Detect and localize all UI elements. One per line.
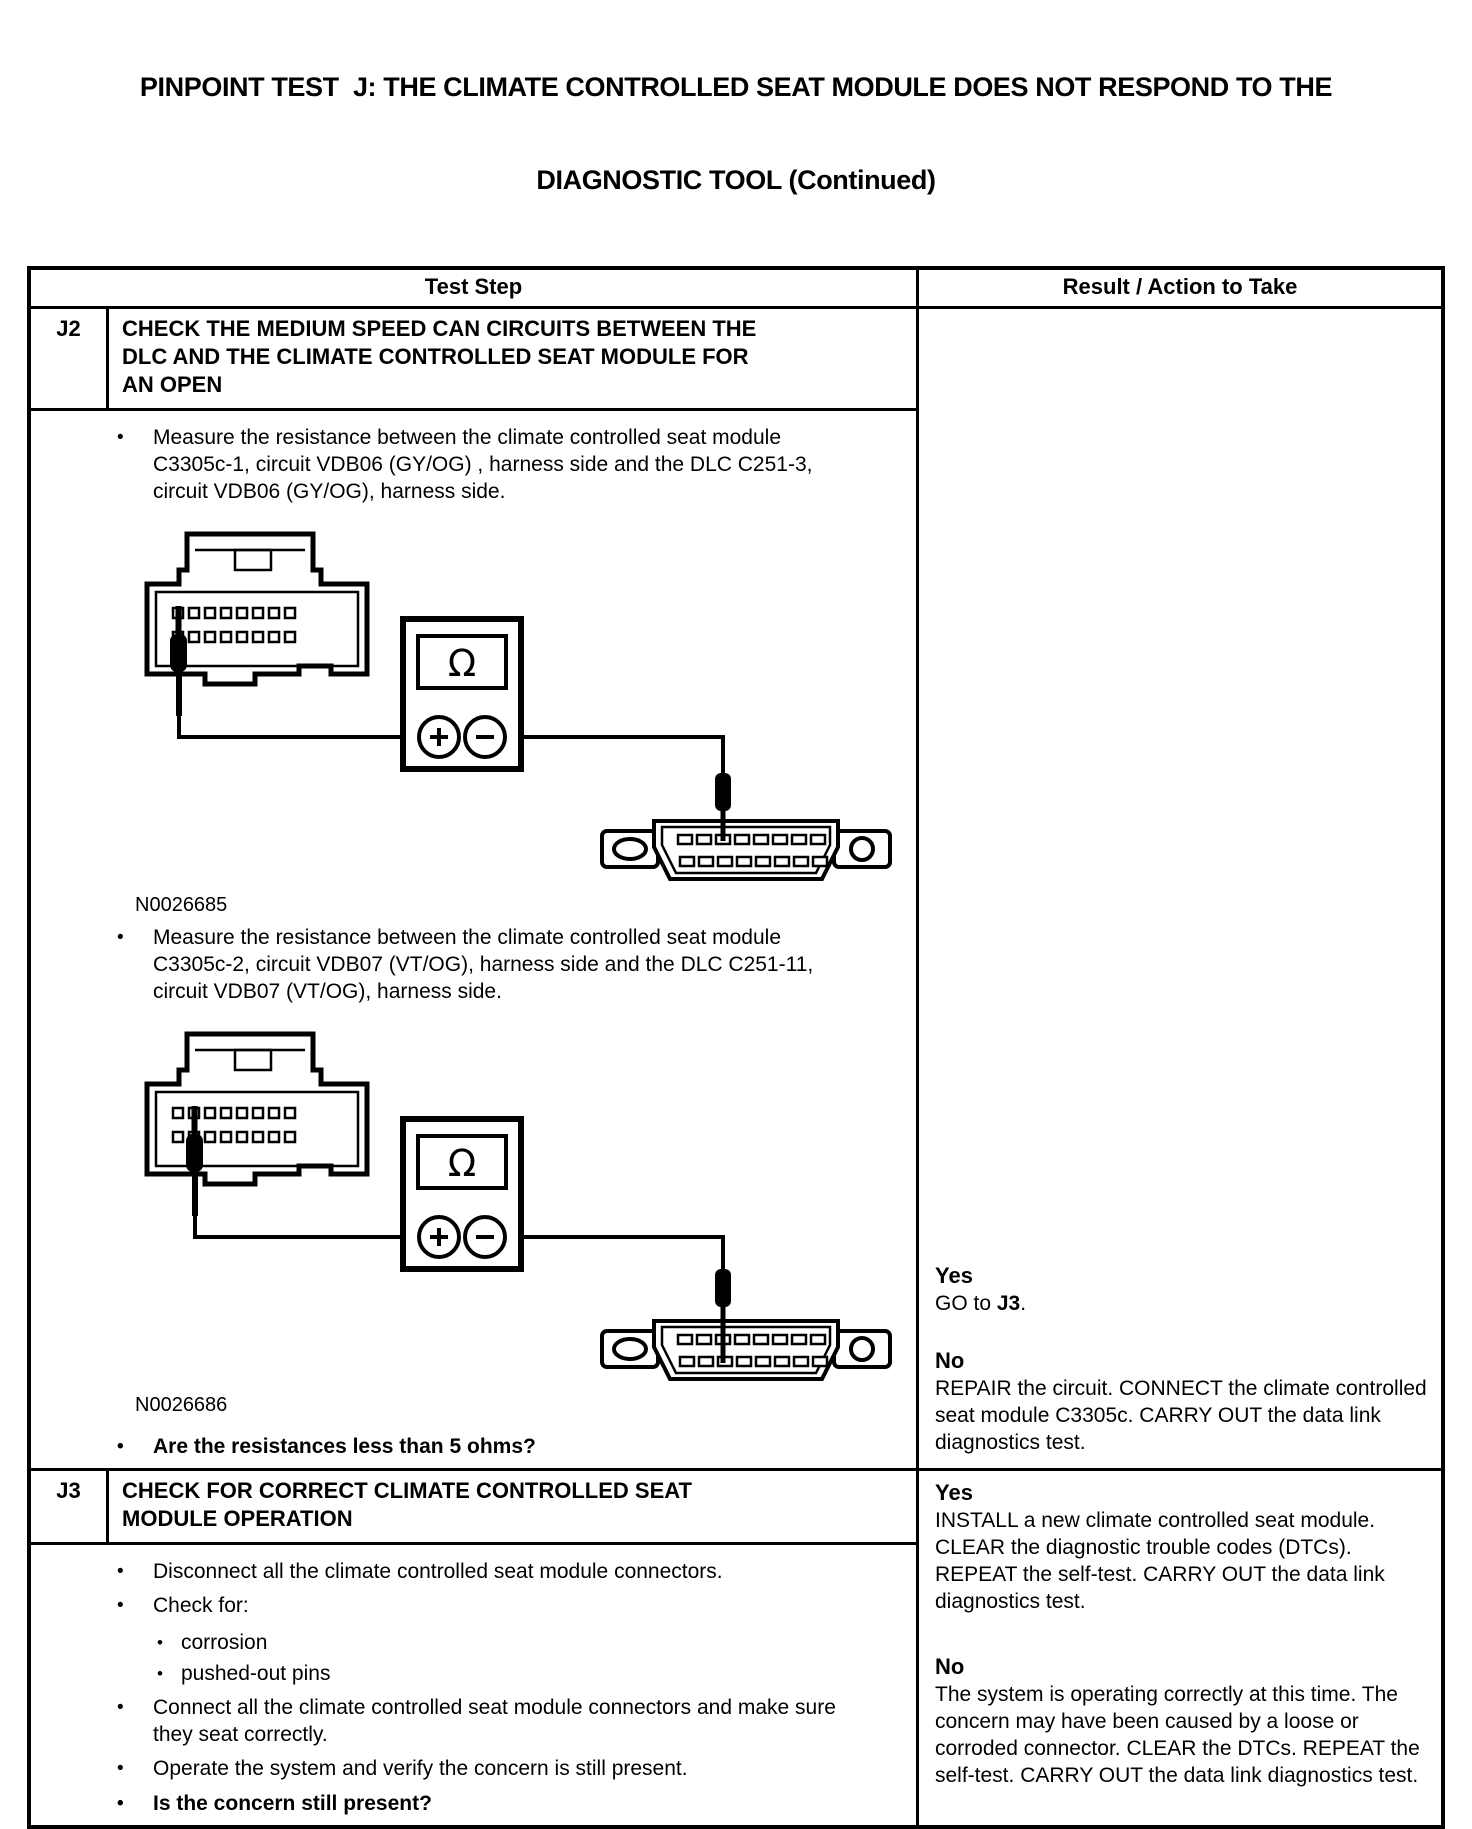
bullet-icon: • bbox=[117, 1561, 124, 1582]
j3-yes-heading: Yes bbox=[935, 1480, 973, 1505]
j3-step-id: J3 bbox=[31, 1471, 109, 1542]
bullet-icon: • bbox=[157, 1633, 163, 1652]
j2-bullet-1: • Measure the resistance between the climate controlled seat module C3305c-1, circuit VDB06 (GY/OG) , harness side and the DLC C251-3, circuit VDB06 (GY/OG), harness side. bbox=[117, 426, 813, 503]
ohm-symbol: Ω bbox=[447, 642, 477, 685]
j3-result-cell bbox=[919, 1471, 1441, 1825]
j3-no-action: The system is operating correctly at this time. The concern may have been caused by a loose or corroded connector. CLEAR the DTCs. REPEAT the self-test. CARRY OUT the data link diagnostics test. bbox=[935, 1683, 1420, 1787]
j2-no-action: REPAIR the circuit. CONNECT the climate controlled seat module C3305c. CARRY OUT the data link diagnostics test. bbox=[935, 1377, 1427, 1454]
pinpoint-test-table bbox=[27, 266, 1445, 1829]
bullet-icon: • bbox=[117, 1436, 124, 1457]
j2-yes-heading: Yes bbox=[935, 1263, 973, 1288]
j2-step-header bbox=[31, 309, 916, 411]
j2-yes-action: GO to J3. bbox=[935, 1292, 1027, 1315]
table-header-row bbox=[31, 270, 1441, 309]
bullet-icon: • bbox=[117, 1697, 124, 1718]
j2-question-bullet: • Are the resistances less than 5 ohms? bbox=[117, 1435, 536, 1458]
column-header-result-action: Result / Action to Take bbox=[1062, 274, 1298, 299]
figure-2-label: N0026686 bbox=[135, 1394, 228, 1416]
bullet-icon: • bbox=[157, 1664, 163, 1683]
dlc-connector-drawing bbox=[602, 1321, 890, 1379]
test-lead-wire-negative bbox=[505, 737, 723, 775]
j2-step-body bbox=[31, 411, 916, 1468]
bullet-icon: • bbox=[117, 927, 124, 948]
module-connector-drawing bbox=[147, 534, 367, 716]
j3-check-list bbox=[31, 1629, 916, 1687]
j2-step-title: CHECK THE MEDIUM SPEED CAN CIRCUITS BETWEEN THE DLC AND THE CLIMATE CONTROLLED SEAT MODULE FOR AN OPEN bbox=[122, 316, 757, 397]
j3-bullet-1: • Disconnect all the climate controlled seat module connectors. bbox=[117, 1560, 723, 1583]
ohmmeter-drawing bbox=[403, 619, 521, 769]
j2-step-id: J2 bbox=[31, 309, 109, 408]
dlc-connector-drawing bbox=[602, 821, 890, 879]
bullet-icon: • bbox=[117, 427, 124, 448]
step-row-j3 bbox=[31, 1468, 1441, 1825]
j3-step-title: CHECK FOR CORRECT CLIMATE CONTROLLED SEAT MODULE OPERATION bbox=[122, 1478, 692, 1531]
j3-question-bullet: • Is the concern still present? bbox=[117, 1792, 432, 1815]
page-title-line-1: PINPOINT TEST J: THE CLIMATE CONTROLLED SEAT MODULE DOES NOT RESPOND TO THE bbox=[139, 72, 1333, 102]
ohmmeter-drawing bbox=[403, 1119, 521, 1269]
j3-yes-action: INSTALL a new climate controlled seat module. CLEAR the diagnostic trouble codes (DTCs). REPEAT the self-test. CARRY OUT the data link diagnostics test. bbox=[935, 1509, 1385, 1613]
figure-resistance-test-1 bbox=[135, 519, 785, 884]
page-title bbox=[0, 0, 1472, 258]
j3-bullet-3: • Connect all the climate controlled seat module connectors and make sure they seat correctly. bbox=[117, 1696, 836, 1746]
figure-resistance-test-2 bbox=[135, 1019, 785, 1384]
j3-no-heading: No bbox=[935, 1654, 965, 1679]
j3-bullet-2: • Check for: bbox=[117, 1594, 249, 1617]
test-lead-wire-positive bbox=[195, 1215, 420, 1237]
j3-test-step-cell bbox=[31, 1471, 919, 1825]
column-header-test-step: Test Step bbox=[31, 270, 919, 306]
j2-no-heading: No bbox=[935, 1348, 965, 1373]
j3-sub-bullet-corrosion: • corrosion bbox=[157, 1631, 268, 1654]
test-lead-wire-positive bbox=[179, 715, 420, 737]
j3-bullet-4: • Operate the system and verify the concern is still present. bbox=[117, 1757, 688, 1780]
figure-1-label: N0026685 bbox=[135, 894, 228, 916]
j2-result-cell bbox=[919, 309, 1441, 1468]
j3-step-header bbox=[31, 1471, 916, 1545]
test-lead-wire-negative bbox=[505, 1237, 723, 1271]
j3-no-block bbox=[935, 1653, 1429, 1789]
j3-step-body bbox=[31, 1545, 916, 1825]
bullet-icon: • bbox=[117, 1595, 124, 1616]
bullet-icon: • bbox=[117, 1793, 124, 1814]
j3-yes-block bbox=[935, 1479, 1429, 1615]
j2-test-step-cell bbox=[31, 309, 919, 1468]
bullet-icon: • bbox=[117, 1758, 124, 1779]
j2-yes-block bbox=[935, 1262, 1429, 1317]
module-connector-drawing bbox=[147, 1034, 367, 1216]
page-title-line-2: DIAGNOSTIC TOOL (Continued) bbox=[536, 165, 936, 195]
j3-sub-bullet-pins: • pushed-out pins bbox=[157, 1662, 331, 1685]
j2-bullet-2: • Measure the resistance between the climate controlled seat module C3305c-2, circuit VDB07 (VT/OG), harness side and the DLC C251-11, circuit VDB07 (VT/OG), harness side. bbox=[117, 926, 814, 1003]
j2-no-block bbox=[935, 1347, 1429, 1456]
step-row-j2 bbox=[31, 309, 1441, 1468]
ohm-symbol: Ω bbox=[447, 1142, 477, 1185]
